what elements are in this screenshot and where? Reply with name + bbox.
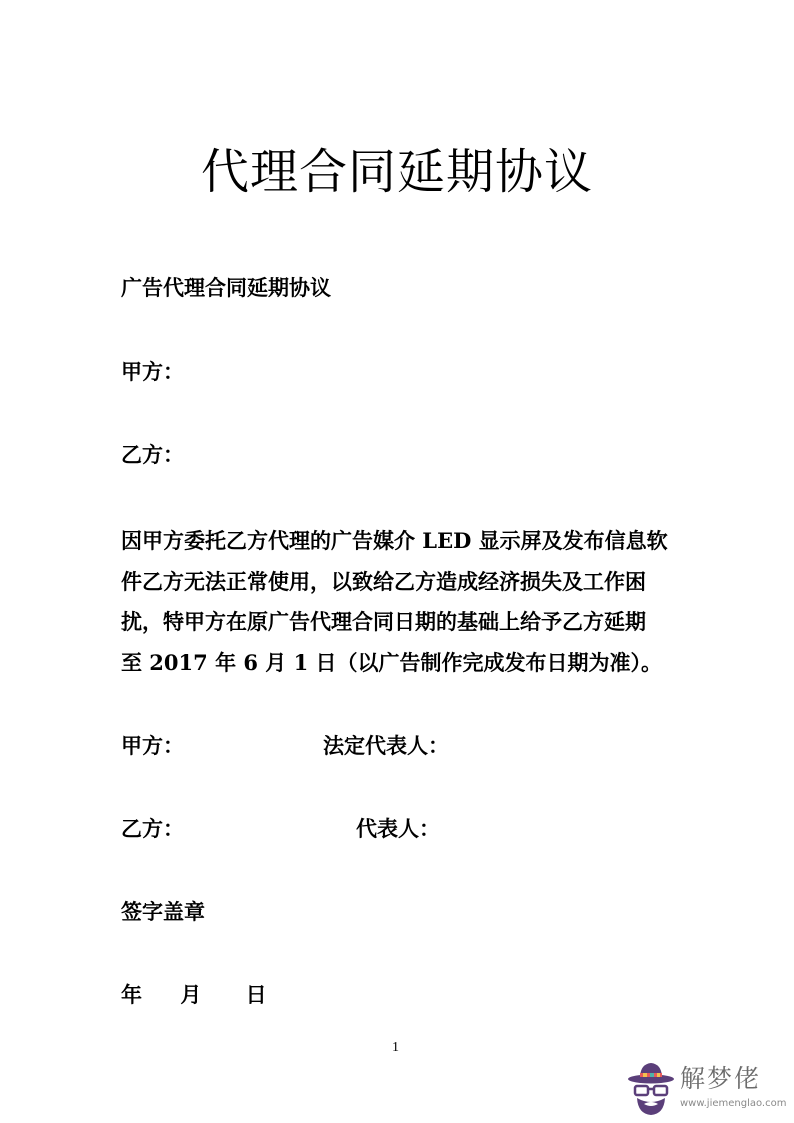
watermark-url: www.jiemenglao.com <box>680 1098 787 1109</box>
hat-glasses-beard-logo-icon <box>626 1058 676 1116</box>
signature-party-b-label: 乙方： <box>121 816 184 841</box>
date-day-label: 日 <box>245 982 267 1007</box>
party-b-label: 乙方： <box>121 442 184 467</box>
signature-party-a-rep-label: 法定代表人： <box>323 733 449 758</box>
watermark-name: 解梦佬 <box>680 1064 762 1093</box>
date-year-label: 年 <box>121 982 142 1007</box>
document-subtitle: 广告代理合同延期协议 <box>121 275 331 300</box>
seal-label: 签字盖章 <box>121 899 205 924</box>
agreement-body <box>121 521 681 683</box>
body-line: 件乙方无法正常使用，以致给乙方造成经济损失及工作困 <box>121 568 646 594</box>
party-a-label: 甲方： <box>121 359 184 384</box>
body-line: 因甲方委托乙方代理的广告媒介 LED 显示屏及发布信息软 <box>121 528 668 553</box>
date-month-label: 月 <box>180 982 202 1007</box>
document-title: 代理合同延期协议 <box>200 144 593 200</box>
page-number: 1 <box>392 1040 399 1055</box>
date-row <box>121 981 267 1009</box>
signature-party-b-rep-label: 代表人： <box>356 816 440 841</box>
watermark <box>622 1058 792 1118</box>
body-line: 至 2017 年 6 月 1 日（以广告制作完成发布日期为准）。 <box>121 649 663 675</box>
body-line: 扰，特甲方在原广告代理合同日期的基础上给予乙方延期 <box>121 609 646 634</box>
signature-party-a-label: 甲方： <box>121 733 184 758</box>
